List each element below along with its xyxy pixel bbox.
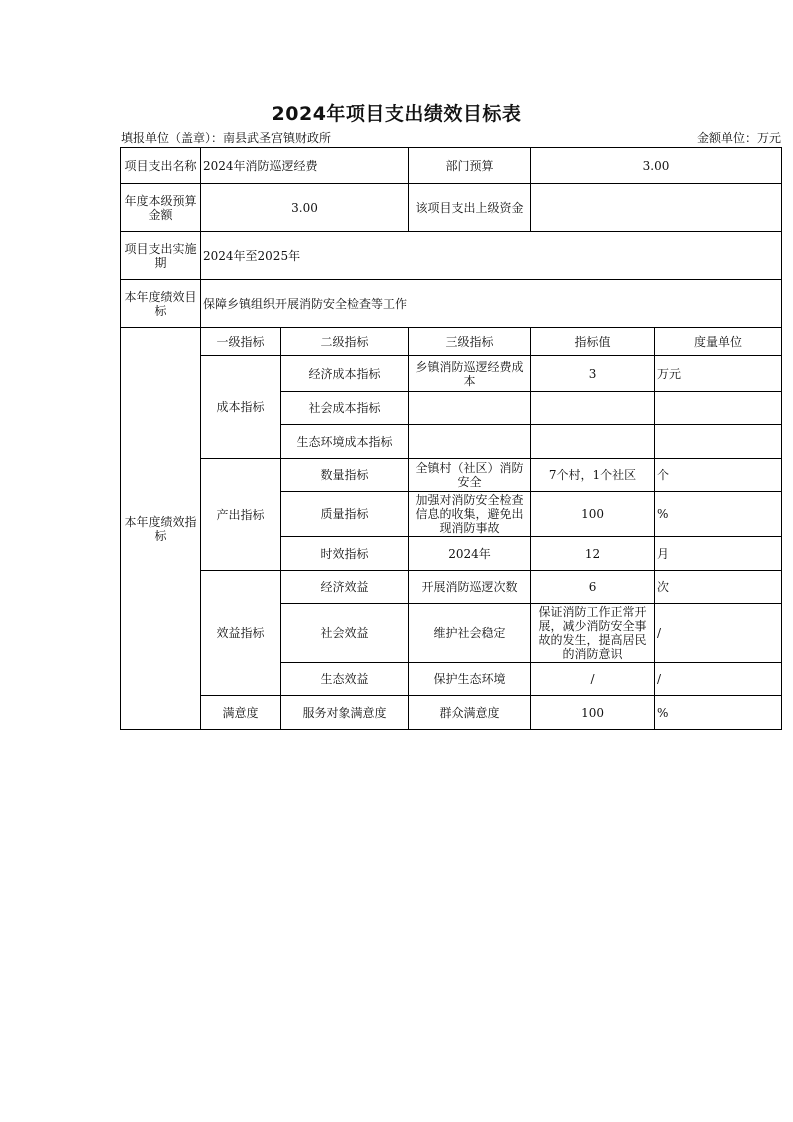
table-row [121, 232, 782, 280]
value-cell: 7个村，1个社区 [531, 459, 655, 492]
superior-funds [531, 184, 782, 232]
l2-cell: 时效指标 [281, 537, 409, 571]
table-row [121, 148, 782, 184]
unit-cell: 月 [655, 537, 782, 571]
superior-funds-label: 该项目支出上级资金 [409, 184, 531, 232]
l3-cell [409, 425, 531, 459]
unit-cell [655, 392, 782, 425]
value-cell: / [531, 663, 655, 696]
unit-cell: / [655, 604, 782, 663]
page-title: 2024年项目支出绩效目标表 [271, 103, 522, 125]
l3-cell [409, 392, 531, 425]
value-cell: 6 [531, 571, 655, 604]
l2-cell: 服务对象满意度 [281, 696, 409, 730]
dept-budget: 3.00 [531, 148, 782, 184]
table-row [121, 184, 782, 232]
unit-cell: 个 [655, 459, 782, 492]
l2-cell: 经济效益 [281, 571, 409, 604]
unit-cell [655, 425, 782, 459]
project-name: 2024年消防巡逻经费 [201, 148, 409, 184]
l3-cell: 保护生态环境 [409, 663, 531, 696]
value-cell [531, 425, 655, 459]
l3-cell: 维护社会稳定 [409, 604, 531, 663]
table-row [121, 356, 782, 392]
l2-cell: 社会效益 [281, 604, 409, 663]
l3-cell: 乡镇消防巡逻经费成本 [409, 356, 531, 392]
col-header-l1: 一级指标 [201, 328, 281, 356]
l2-cell: 数量指标 [281, 459, 409, 492]
l2-cell: 生态环境成本指标 [281, 425, 409, 459]
unit-cell: % [655, 492, 782, 537]
table-row [121, 328, 782, 356]
value-cell [531, 392, 655, 425]
value-cell: 保证消防工作正常开展，减少消防安全事故的发生，提高居民的消防意识 [531, 604, 655, 663]
col-header-l3: 三级指标 [409, 328, 531, 356]
project-name-label: 项目支出名称 [121, 148, 201, 184]
l2-cell: 质量指标 [281, 492, 409, 537]
goal-label: 本年度绩效目标 [121, 280, 201, 328]
group-output: 产出指标 [201, 459, 281, 571]
group-benefit: 效益指标 [201, 571, 281, 696]
filler-unit: 填报单位（盖章）：南县武圣宫镇财政所 [121, 131, 332, 145]
col-header-l2: 二级指标 [281, 328, 409, 356]
l3-cell: 开展消防巡逻次数 [409, 571, 531, 604]
annual-budget-label: 年度本级预算金额 [121, 184, 201, 232]
col-header-unit: 度量单位 [655, 328, 782, 356]
col-header-value: 指标值 [531, 328, 655, 356]
indicators-section-label: 本年度绩效指标 [121, 328, 201, 730]
l2-cell: 社会成本指标 [281, 392, 409, 425]
table-row [121, 280, 782, 328]
value-cell: 12 [531, 537, 655, 571]
unit-cell: 次 [655, 571, 782, 604]
group-cost: 成本指标 [201, 356, 281, 459]
l3-cell: 群众满意度 [409, 696, 531, 730]
group-satisfaction: 满意度 [201, 696, 281, 730]
dept-budget-label: 部门预算 [409, 148, 531, 184]
l3-cell: 加强对消防安全检查信息的收集，避免出现消防事故 [409, 492, 531, 537]
annual-budget: 3.00 [201, 184, 409, 232]
l3-cell: 全镇村（社区）消防安全 [409, 459, 531, 492]
performance-target-table [120, 147, 782, 730]
value-cell: 3 [531, 356, 655, 392]
l2-cell: 生态效益 [281, 663, 409, 696]
unit-cell: / [655, 663, 782, 696]
table-row [121, 571, 782, 604]
unit-cell: % [655, 696, 782, 730]
value-cell: 100 [531, 696, 655, 730]
l3-cell: 2024年 [409, 537, 531, 571]
amount-unit: 金额单位：万元 [696, 131, 781, 145]
period-label: 项目支出实施期 [121, 232, 201, 280]
period: 2024年至2025年 [201, 232, 782, 280]
goal: 保障乡镇组织开展消防安全检查等工作 [201, 280, 782, 328]
unit-cell: 万元 [655, 356, 782, 392]
table-row [121, 459, 782, 492]
value-cell: 100 [531, 492, 655, 537]
table-row [121, 696, 782, 730]
l2-cell: 经济成本指标 [281, 356, 409, 392]
